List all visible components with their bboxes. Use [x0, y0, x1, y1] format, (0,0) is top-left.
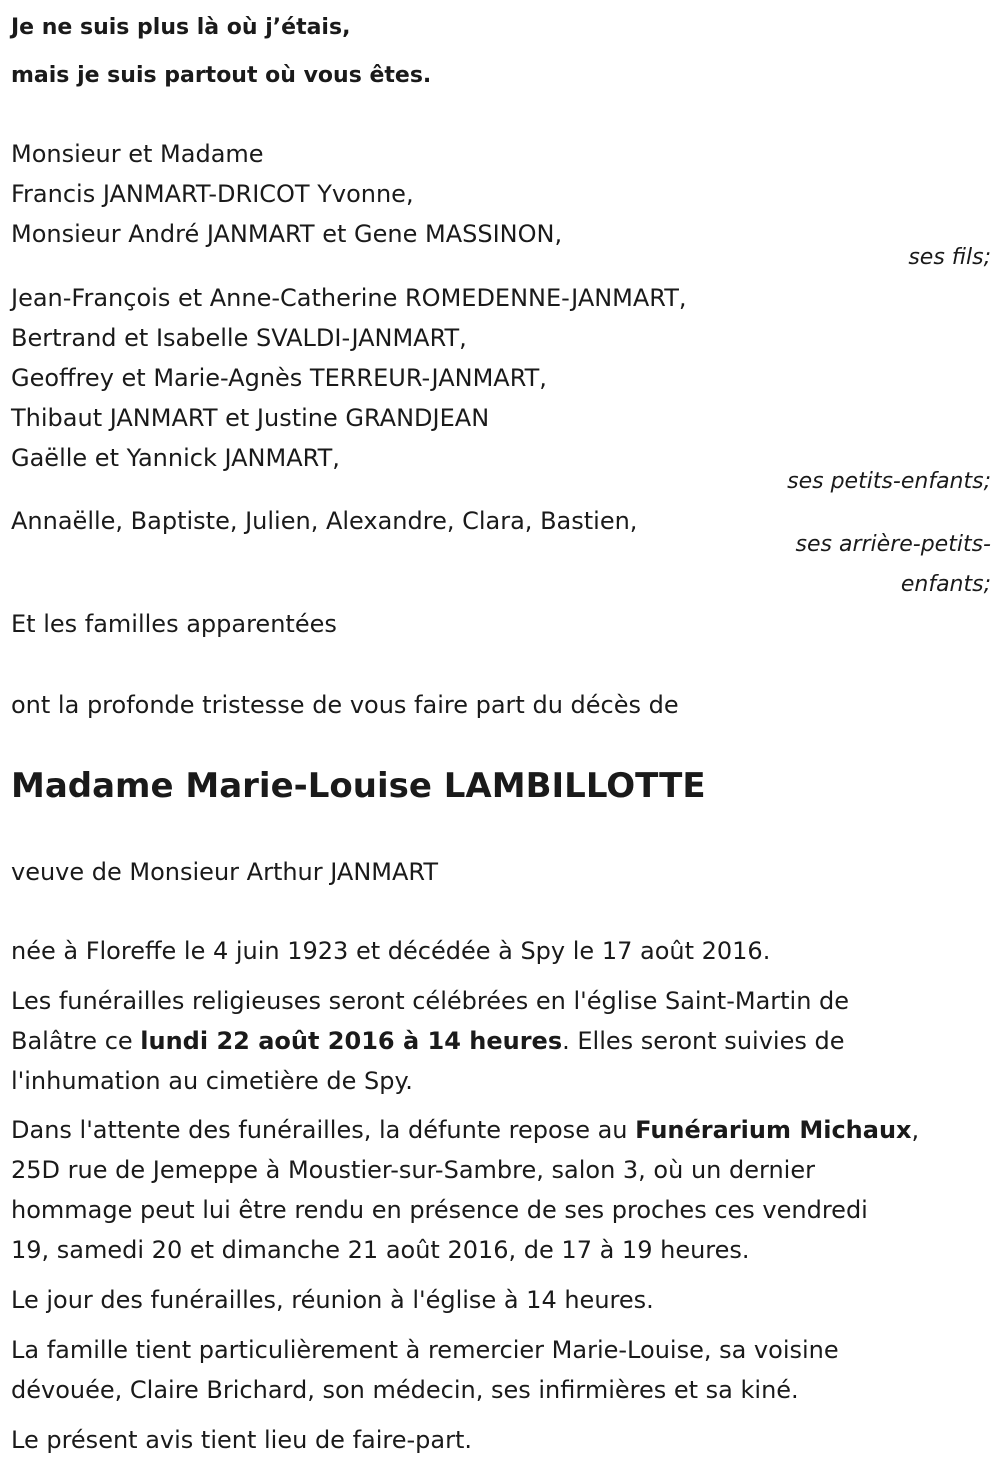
- repose-line-2: 25D rue de Jemeppe à Moustier-sur-Sambre, salon 3, où un dernier: [11, 1156, 815, 1184]
- birth-death-line: née à Floreffe le 4 juin 1923 et décédée à Spy le 17 août 2016.: [11, 937, 771, 965]
- meeting-line: Le jour des funérailles, réunion à l'église à 14 heures.: [11, 1286, 654, 1314]
- repose-line-4: 19, samedi 20 et dimanche 21 août 2016, de 17 à 19 heures.: [11, 1236, 750, 1264]
- funeral-line-2-post: . Elles seront suivies de: [562, 1027, 845, 1055]
- grandchildren-line-1: Jean-François et Anne-Catherine ROMEDENNE-JANMART,: [11, 284, 687, 312]
- deceased-name: Madame Marie-Louise LAMBILLOTTE: [11, 766, 706, 806]
- grandchildren-role: ses petits-enfants;: [787, 469, 991, 494]
- repose-line-3: hommage peut lui être rendu en présence de ses proches ces vendredi: [11, 1196, 868, 1224]
- grandchildren-line-4: Thibaut JANMART et Justine GRANDJEAN: [11, 404, 490, 432]
- funeral-line-2: [11, 1021, 844, 1061]
- funeral-line-2-pre: Balâtre ce: [11, 1027, 141, 1055]
- repose-line-1: [11, 1110, 919, 1150]
- funeral-line-1: Les funérailles religieuses seront célébrées en l'église Saint-Martin de: [11, 987, 850, 1015]
- families-line: Et les familles apparentées: [11, 610, 337, 638]
- widow-line: veuve de Monsieur Arthur JANMART: [11, 858, 439, 886]
- epigraph-line-2: mais je suis partout où vous êtes.: [11, 63, 432, 88]
- great-grandchildren-role-1: ses arrière-petits-: [795, 532, 991, 557]
- grandchildren-line-3: Geoffrey et Marie-Agnès TERREUR-JANMART,: [11, 364, 547, 392]
- repose-line-1-pre: Dans l'attente des funérailles, la défunte repose au: [11, 1116, 636, 1144]
- sons-line-3: Monsieur André JANMART et Gene MASSINON,: [11, 220, 563, 248]
- repose-line-1-post: ,: [911, 1116, 920, 1144]
- closing-line: Le présent avis tient lieu de faire-part.: [11, 1426, 473, 1454]
- grandchildren-line-2: Bertrand et Isabelle SVALDI-JANMART,: [11, 324, 467, 352]
- funerarium-name: Funérarium Michaux: [635, 1116, 912, 1144]
- funeral-date: lundi 22 août 2016 à 14 heures: [140, 1027, 563, 1055]
- sons-line-1: Monsieur et Madame: [11, 140, 264, 168]
- thanks-line-2: dévouée, Claire Brichard, son médecin, ses infirmières et sa kiné.: [11, 1376, 799, 1404]
- great-grandchildren-role-2: enfants;: [900, 572, 991, 597]
- grandchildren-line-5: Gaëlle et Yannick JANMART,: [11, 444, 340, 472]
- epigraph-line-1: Je ne suis plus là où j’étais,: [11, 15, 351, 40]
- thanks-line-1: La famille tient particulièrement à remercier Marie-Louise, sa voisine: [11, 1336, 839, 1364]
- announcement-line: ont la profonde tristesse de vous faire part du décès de: [11, 691, 679, 719]
- great-grandchildren-line: Annaëlle, Baptiste, Julien, Alexandre, Clara, Bastien,: [11, 507, 638, 535]
- funeral-line-3: l'inhumation au cimetière de Spy.: [11, 1067, 413, 1095]
- sons-line-2: Francis JANMART-DRICOT Yvonne,: [11, 180, 414, 208]
- sons-role: ses fils;: [908, 245, 991, 270]
